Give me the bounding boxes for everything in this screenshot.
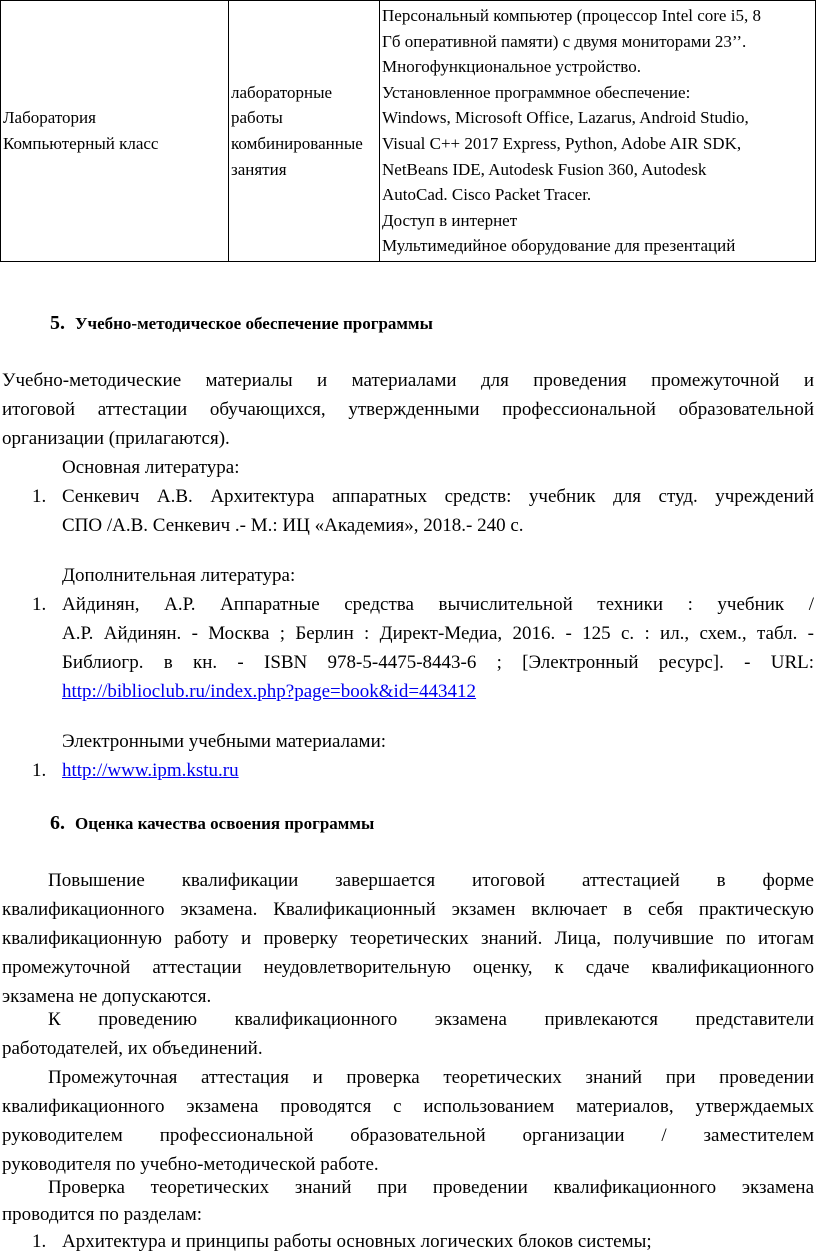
paragraph-line: Промежуточная аттестация и проверка теоретических знаний при проведении <box>48 1067 814 1088</box>
ipm-kstu-link[interactable]: http://www.ipm.kstu.ru <box>62 760 239 781</box>
room-type: Лаборатория <box>3 108 96 128</box>
paragraph-line: квалификационную работу и проверку теоретических знаний. Лица, получившие по итогам <box>2 928 814 949</box>
equipment-line: Visual C++ 2017 Express, Python, Adobe AIR SDK, <box>382 133 742 153</box>
list-item: СПО /А.В. Сенкевич .- М.: ИЦ «Академия», 2018.- 240 с. <box>62 515 524 536</box>
main-literature-label: Основная литература: <box>62 457 240 478</box>
section-5-heading <box>50 312 433 335</box>
section-number: 5. <box>50 312 65 334</box>
section-title: Оценка качества освоения программы <box>75 814 375 833</box>
paragraph-line: организации (прилагаются). <box>2 428 230 449</box>
biblioclub-link[interactable]: http://biblioclub.ru/index.php?page=book&id=443412 <box>62 681 477 702</box>
list-item: Сенкевич А.В. Архитектура аппаратных средств: учебник для студ. учреждений <box>62 486 814 507</box>
list-marker: 1. <box>32 486 47 507</box>
paragraph-line: проводится по разделам: <box>2 1204 203 1225</box>
paragraph-line: Учебно-методические материалы и материалами для проведения промежуточной и <box>2 370 814 391</box>
paragraph-line: Проверка теоретических знаний при проведении квалификационного экзамена <box>48 1177 814 1198</box>
paragraph-line: итоговой аттестации обучающихся, утвержденными профессиональной образовательной <box>2 399 814 420</box>
class-type-line: занятия <box>231 159 287 179</box>
paragraph-line: руководителем профессиональной образовательной организации / заместителем <box>2 1125 814 1146</box>
class-type-line: комбинированные <box>231 133 363 153</box>
paragraph-line: К проведению квалификационного экзамена привлекаются представители <box>48 1009 814 1030</box>
list-item: А.Р. Айдинян. - Москва ; Берлин : Директ-Медиа, 2016. - 125 с. : ил., схем., табл. - <box>62 623 814 644</box>
equipment-cell <box>380 1 816 262</box>
equipment-line: NetBeans IDE, Autodesk Fusion 360, Autodesk <box>382 159 707 179</box>
extra-literature-label: Дополнительная литература: <box>62 565 296 586</box>
equipment-line: Персональный компьютер (процессор Intel core i5, 8 <box>382 6 761 25</box>
equipment-line: Мультимедийное оборудование для презентаций <box>382 236 736 256</box>
paragraph-line: квалификационного экзамена. Квалификационный экзамен включает в себя практическую <box>2 899 814 920</box>
list-marker: 1. <box>32 1231 47 1252</box>
equipment-line: Многофункциональное устройство. <box>382 57 641 77</box>
list-item: Архитектура и принципы работы основных логических блоков системы; <box>62 1231 652 1252</box>
equipment-line: Доступ в интернет <box>382 210 518 230</box>
paragraph-line: работодателей, их объединений. <box>2 1038 263 1059</box>
paragraph-line: экзамена не допускаются. <box>2 986 212 1007</box>
equipment-line: AutoCad. Cisco Packet Tracer. <box>382 185 592 205</box>
equipment-table <box>0 0 816 262</box>
paragraph-line: Повышение квалификации завершается итоговой аттестацией в форме <box>48 870 814 891</box>
section-number: 6. <box>50 812 65 834</box>
equipment-line: Windows, Microsoft Office, Lazarus, Android Studio, <box>382 108 749 128</box>
equipment-line: Гб оперативной памяти) с двумя мониторами 23’’. <box>382 31 747 51</box>
equipment-line: Установленное программное обеспечение: <box>382 82 691 102</box>
list-marker: 1. <box>32 760 47 781</box>
list-item: Библиогр. в кн. - ISBN 978-5-4475-8443-6 ; [Электронный ресурс]. - URL: <box>62 652 814 673</box>
class-type-line: работы <box>231 108 283 128</box>
class-type-cell <box>229 1 380 262</box>
section-title: Учебно-методическое обеспечение программы <box>75 314 433 333</box>
table-row <box>1 1 816 262</box>
electronic-materials-label: Электронными учебными материалами: <box>62 731 387 752</box>
room-name: Компьютерный класс <box>3 133 159 153</box>
class-type-line: лабораторные <box>231 82 333 102</box>
paragraph-line: руководителя по учебно-методической работе. <box>2 1154 379 1175</box>
list-marker: 1. <box>32 594 47 615</box>
list-item: Айдинян, А.Р. Аппаратные средства вычислительной техники : учебник / <box>62 594 814 615</box>
paragraph-line: квалификационного экзамена проводятся с использованием материалов, утверждаемых <box>2 1096 814 1117</box>
room-cell <box>1 1 229 262</box>
paragraph-line: промежуточной аттестации неудовлетворительную оценку, к сдаче квалификационного <box>2 957 814 978</box>
section-6-heading <box>50 812 374 835</box>
